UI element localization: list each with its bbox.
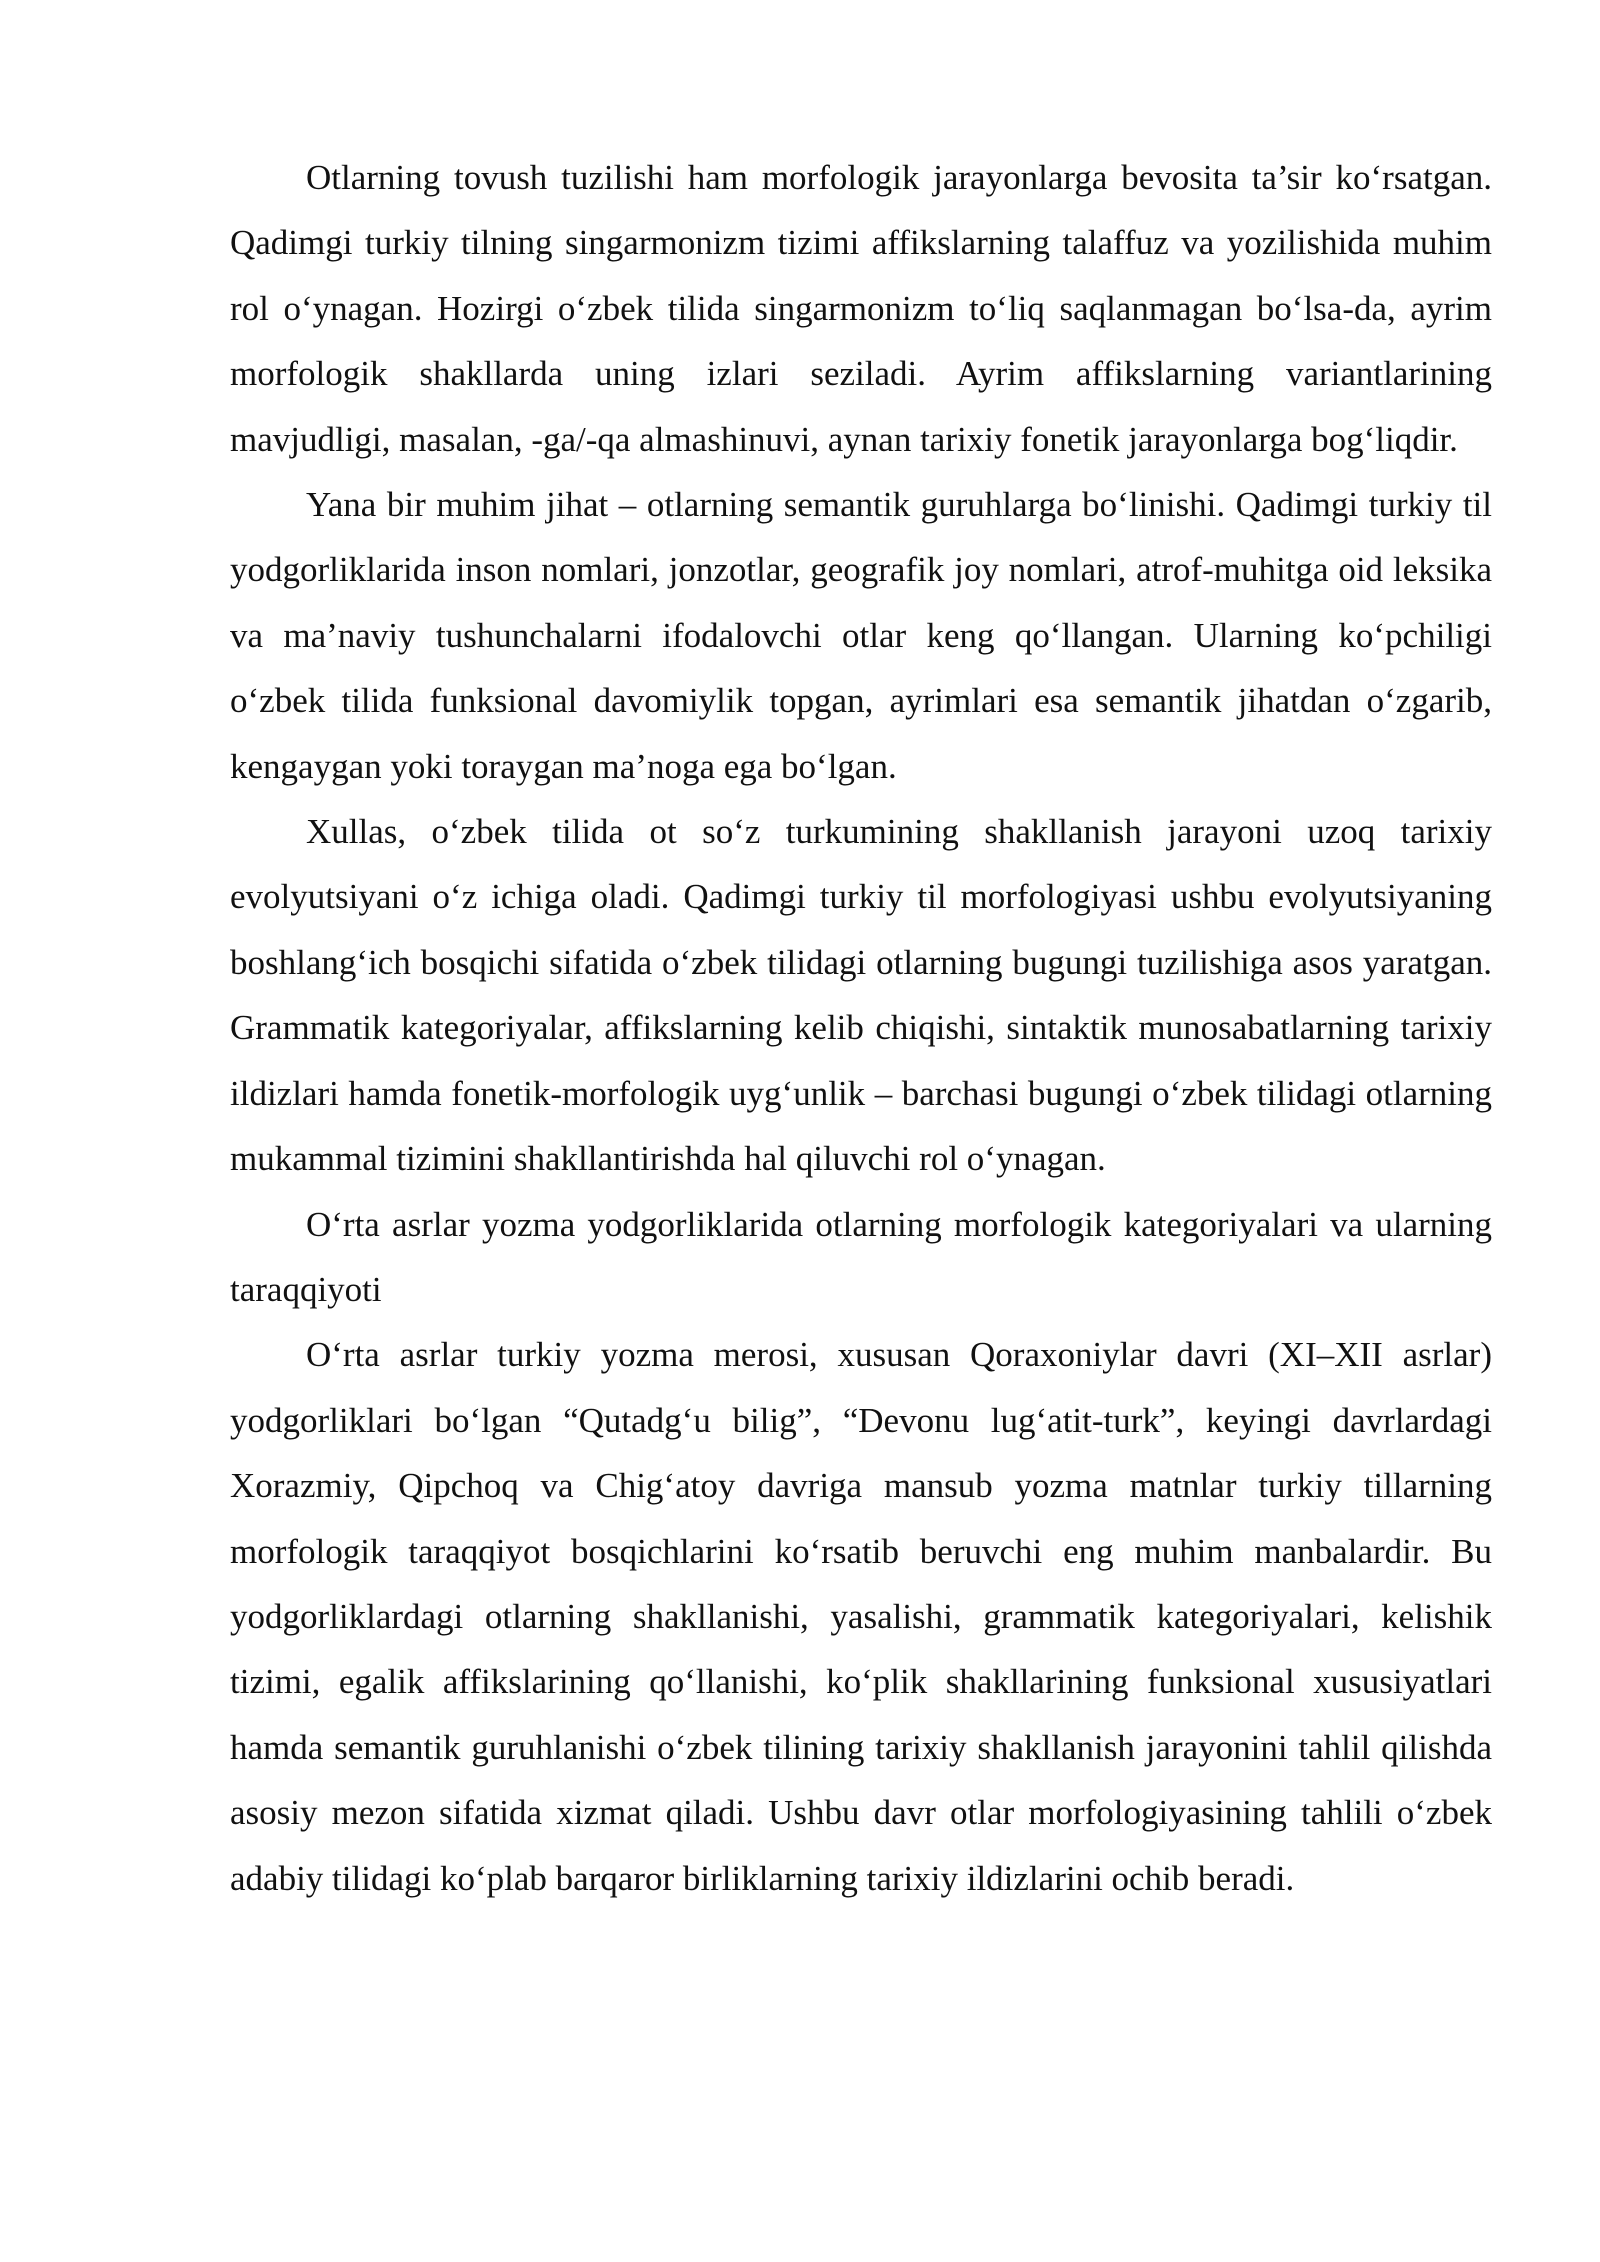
body-text <box>230 145 1492 1911</box>
paragraph-phonetics: Otlarning tovush tuzilishi ham morfologik jarayonlarga bevosita ta’sir ko‘rsatgan. Qadimgi turkiy tilning singarmonizm tizimi affikslarning talaffuz va yozilishida muhim rol o‘ynagan. Hozirgi o‘zbek tilida singarmonizm to‘liq saqlanmagan bo‘lsa-da, ayrim morfologik shakllarda uning izlari seziladi. Ayrim affikslarning variantlarining mavjudligi, masalan, -ga/-qa almashinuvi, aynan tarixiy fonetik jarayonlarga bog‘liqdir. <box>230 158 1492 459</box>
paragraph-conclusion: Xullas, o‘zbek tilida ot so‘z turkumining shakllanish jarayoni uzoq tarixiy evolyutsiyani o‘z ichiga oladi. Qadimgi turkiy til morfologiyasi ushbu evolyutsiyaning boshlang‘ich bosqichi sifatida o‘zbek tilidagi otlarning bugungi tuzilishiga asos yaratgan. Grammatik kategoriyalar, affikslarning kelib chiqishi, sintaktik munosabatlarning tarixiy ildizlari hamda fonetik-morfologik uyg‘unlik – barchasi bugungi o‘zbek tilidagi otlarning mukammal tizimini shakllantirishda hal qiluvchi rol o‘ynagan. <box>230 812 1492 1179</box>
paragraph-medieval-heritage: O‘rta asrlar turkiy yozma merosi, xususan Qoraxoniylar davri (XI–XII asrlar) yodgorliklari bo‘lgan “Qutadg‘u bilig”, “Devonu lug‘atit-turk”, keyingi davrlardagi Xorazmiy, Qipchoq va Chig‘atoy davriga mansub yozma matnlar turkiy tillarning morfologik taraqqiyot bosqichlarini ko‘rsatib beruvchi eng muhim manbalardir. Bu yodgorliklardagi otlarning shakllanishi, yasalishi, grammatik kategoriyalari, kelishik tizimi, egalik affikslarining qo‘llanishi, ko‘plik shakllarining funksional xususiyatlari hamda semantik guruhlanishi o‘zbek tilining tarixiy shakllanish jarayonini tahlil qilishda asosiy mezon sifatida xizmat qiladi. Ushbu davr otlar morfologiyasining tahlili o‘zbek adabiy tilidagi ko‘plab barqaror birliklarning tarixiy ildizlarini ochib beradi. <box>230 1335 1492 1898</box>
section-heading: O‘rta asrlar yozma yodgorliklarida otlarning morfologik kategoriyalari va ularning taraqqiyoti <box>230 1204 1492 1309</box>
paragraph-semantic-groups: Yana bir muhim jihat – otlarning semantik guruhlarga bo‘linishi. Qadimgi turkiy til yodgorliklarida inson nomlari, jonzotlar, geografik joy nomlari, atrof-muhitga oid leksika va ma’naviy tushunchalarni ifodalovchi otlar keng qo‘llangan. Ularning ko‘pchiligi o‘zbek tilida funksional davomiylik topgan, ayrimlari esa semantik jihatdan o‘zgarib, kengaygan yoki toraygan ma’noga ega bo‘lgan. <box>230 485 1492 786</box>
